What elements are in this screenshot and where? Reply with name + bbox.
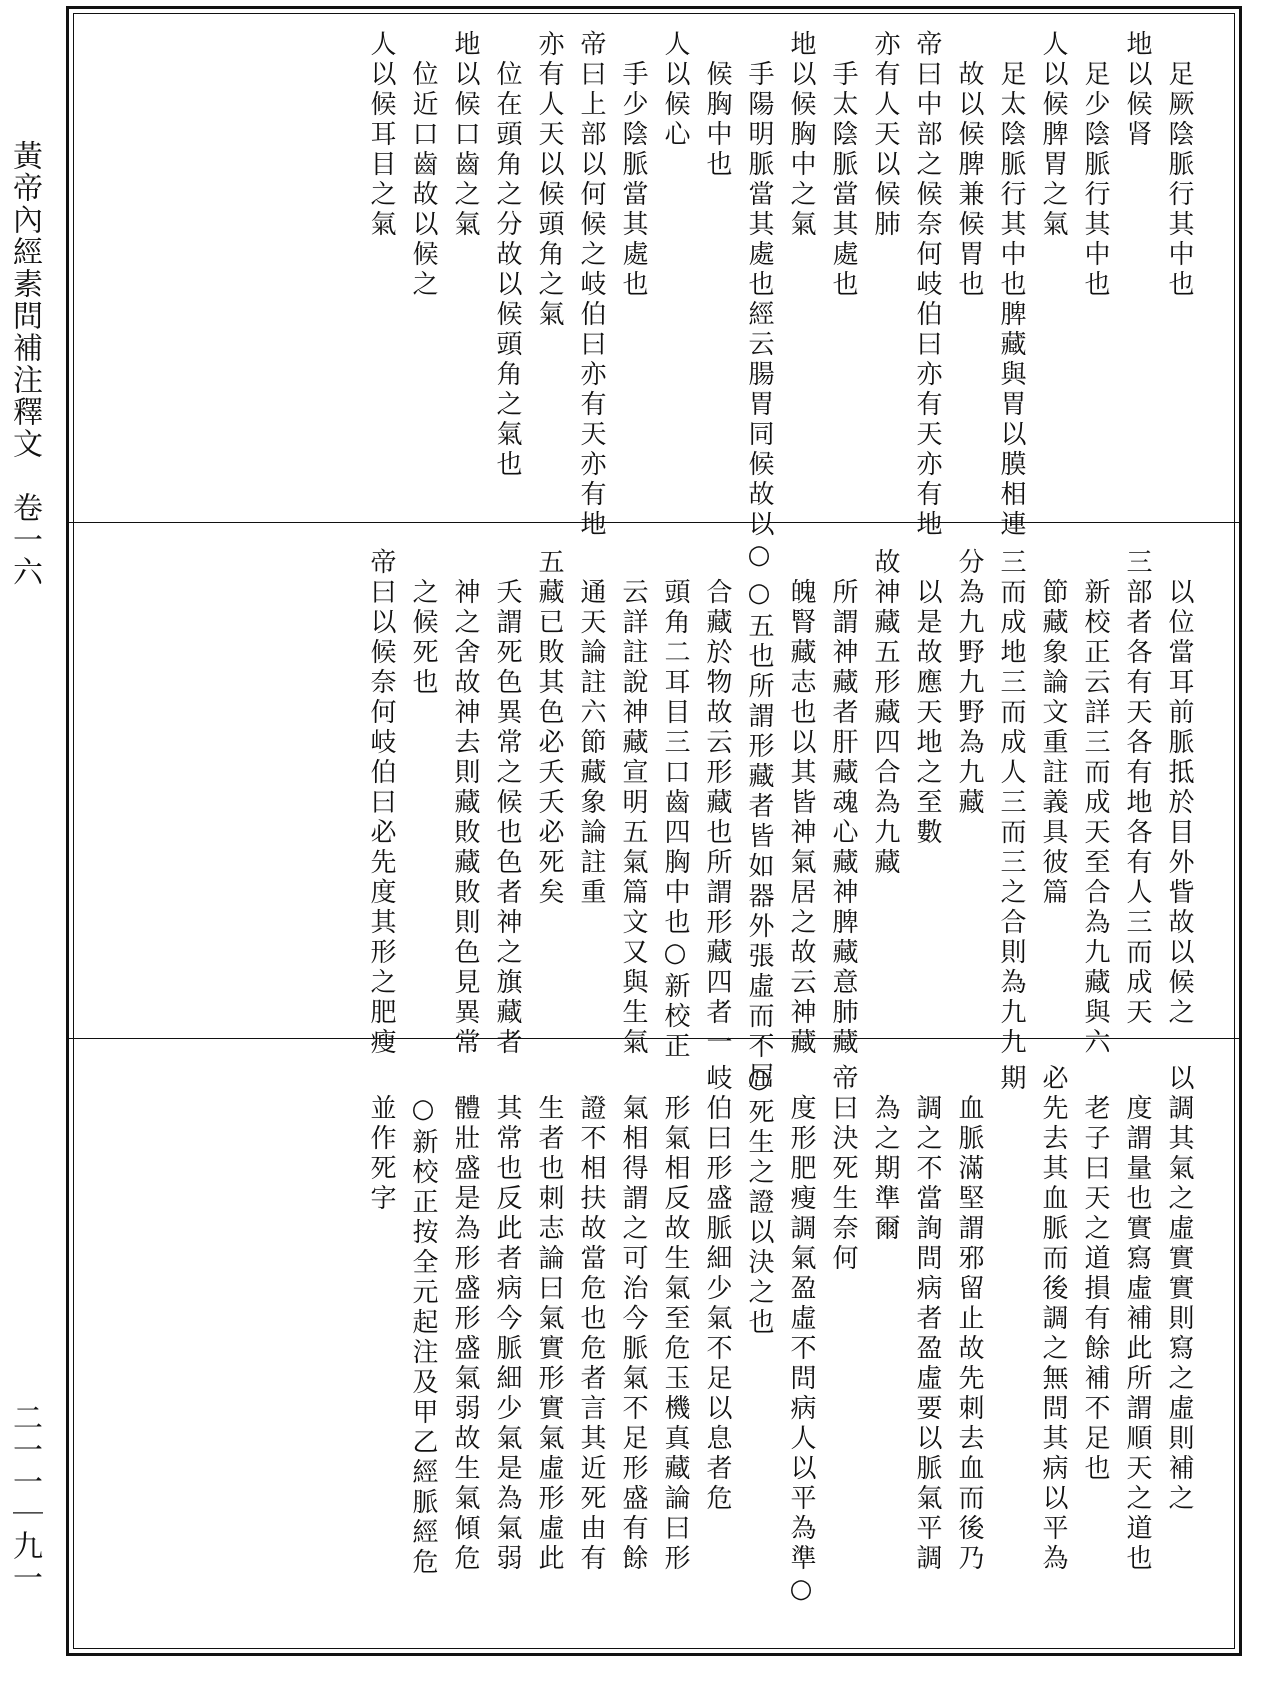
text-column: 生者也刺志論曰氣實形實氣虛形虛此 bbox=[534, 1064, 564, 1574]
text-column: 岐伯曰形盛脈細少氣不足以息者危 bbox=[702, 1064, 732, 1514]
text-column: 老子曰天之道損有餘補不足也 bbox=[1080, 1064, 1110, 1484]
text-column: 魄腎藏志也以其皆神氣居之故云神藏 bbox=[786, 548, 816, 1058]
panel-3-columns bbox=[360, 1064, 1200, 1608]
text-column: 人以候耳目之氣 bbox=[366, 30, 396, 240]
left-margin bbox=[0, 0, 54, 1685]
text-column: 度謂量也實寫虛補此所謂順天之道也 bbox=[1122, 1064, 1152, 1574]
text-column: 帝曰以候奈何岐伯曰必先度其形之肥瘦 bbox=[366, 548, 396, 1058]
text-column: ○死生之證以決之也 bbox=[744, 1064, 774, 1338]
text-panel-3 bbox=[110, 1064, 1200, 1608]
text-column: 通天論註六節藏象論註重 bbox=[576, 548, 606, 908]
text-column: 度形肥瘦調氣盈虛不問病人以平為準○ bbox=[786, 1064, 816, 1608]
text-column: 並作死字 bbox=[366, 1064, 396, 1214]
text-column: 以是故應天地之至數 bbox=[912, 548, 942, 848]
text-column: 節藏象論文重註義具彼篇 bbox=[1038, 548, 1068, 908]
text-column: 地以候肾 bbox=[1122, 30, 1152, 150]
panel-divider bbox=[66, 1038, 1242, 1039]
text-column: 帝曰決死生奈何 bbox=[828, 1064, 858, 1274]
text-column: 亦有人天以候頭角之氣 bbox=[534, 30, 564, 330]
text-column: 帝曰中部之候奈何岐伯曰亦有天亦有地 bbox=[912, 30, 942, 540]
text-column: 體壯盛是為形盛形盛氣弱故生氣傾危 bbox=[450, 1064, 480, 1574]
text-column: 三部者各有天各有地各有人三而成天 bbox=[1122, 548, 1152, 1028]
text-column: 云詳註說神藏宣明五氣篇文又與生氣 bbox=[618, 548, 648, 1058]
text-column: 手少陰脈當其處也 bbox=[618, 30, 648, 300]
text-panel-1 bbox=[110, 30, 1200, 574]
text-column: 足少陰脈行其中也 bbox=[1080, 30, 1110, 300]
panel-2-columns bbox=[360, 548, 1200, 1092]
text-column: 血脈滿堅謂邪留止故先刺去血而後乃 bbox=[954, 1064, 984, 1574]
text-column: 為之期準爾 bbox=[870, 1064, 900, 1244]
panel-divider bbox=[66, 522, 1242, 523]
text-column: 證不相扶故當危也危者言其近死由有 bbox=[576, 1064, 606, 1574]
text-column: 新校正云詳三而成天至合為九藏與六 bbox=[1080, 548, 1110, 1058]
text-column: 人以候脾胃之氣 bbox=[1038, 30, 1068, 240]
text-column: 以位當耳前脈抵於目外眥故以候之 bbox=[1164, 548, 1194, 1028]
text-column: 帝曰上部以何候之岐伯曰亦有天亦有地 bbox=[576, 30, 606, 540]
text-column: 人以候心 bbox=[660, 30, 690, 150]
text-column: 調之不當詢問病者盈虛要以脈氣平調 bbox=[912, 1064, 942, 1574]
text-column: 地以候口齒之氣 bbox=[450, 30, 480, 240]
text-column: ○新校正按全元起注及甲乙經脈經危 bbox=[408, 1064, 438, 1578]
text-column: 三而成地三而成人三而三之合則為九九 bbox=[996, 548, 1026, 1058]
text-column: 位在頭角之分故以候頭角之氣也 bbox=[492, 30, 522, 480]
text-column: 手陽明脈當其處也經云腸胃同候故以○ bbox=[744, 30, 774, 574]
text-column: 之候死也 bbox=[408, 548, 438, 698]
text-column: 地以候胸中之氣 bbox=[786, 30, 816, 240]
text-column: 足太陰脈行其中也脾藏與胃以膜相連 bbox=[996, 30, 1026, 540]
text-column: 氣相得謂之可治今脈氣不足形盛有餘 bbox=[618, 1064, 648, 1574]
text-column: 故以候脾兼候胃也 bbox=[954, 30, 984, 300]
text-column: 頭角二耳目三口齒四胸中也○新校正 bbox=[660, 548, 690, 1062]
text-column: 手太陰脈當其處也 bbox=[828, 30, 858, 300]
text-column: 位近口齒故以候之 bbox=[408, 30, 438, 300]
text-column: 候胸中也 bbox=[702, 30, 732, 180]
text-column: ○五也所謂形藏者皆如器外張虛而不屈 bbox=[744, 548, 774, 1092]
text-column: 以調其氣之虛實實則寫之虛則補之 bbox=[1164, 1064, 1194, 1514]
panel-1-columns bbox=[360, 30, 1200, 574]
text-column: 亦有人天以候肺 bbox=[870, 30, 900, 240]
text-column: 故神藏五形藏四合為九藏 bbox=[870, 548, 900, 878]
book-title-margin: 黃帝內經素問補注釋文 卷一六 bbox=[7, 140, 42, 588]
text-column: 夭謂死色異常之候也色者神之旗藏者 bbox=[492, 548, 522, 1058]
page-number-margin: 二一一｜九一 bbox=[7, 1402, 42, 1594]
text-panel-2 bbox=[110, 548, 1200, 1092]
text-column: 所謂神藏者肝藏魂心藏神脾藏意肺藏 bbox=[828, 548, 858, 1058]
text-column: 其常也反此者病今脈細少氣是為氣弱 bbox=[492, 1064, 522, 1574]
text-column: 合藏於物故云形藏也所謂形藏四者一 bbox=[702, 548, 732, 1058]
text-column: 足厥陰脈行其中也 bbox=[1164, 30, 1194, 300]
text-column: 五藏已敗其色必夭夭必死矣 bbox=[534, 548, 564, 908]
text-column: 形氣相反故生氣至危玉機真藏論曰形 bbox=[660, 1064, 690, 1574]
text-column: 神之舍故神去則藏敗藏敗則色見異常 bbox=[450, 548, 480, 1058]
text-column: 必先去其血脈而後調之無問其病以平為 bbox=[1038, 1064, 1068, 1574]
text-column: 期 bbox=[996, 1064, 1026, 1094]
text-column: 分為九野九野為九藏 bbox=[954, 548, 984, 818]
